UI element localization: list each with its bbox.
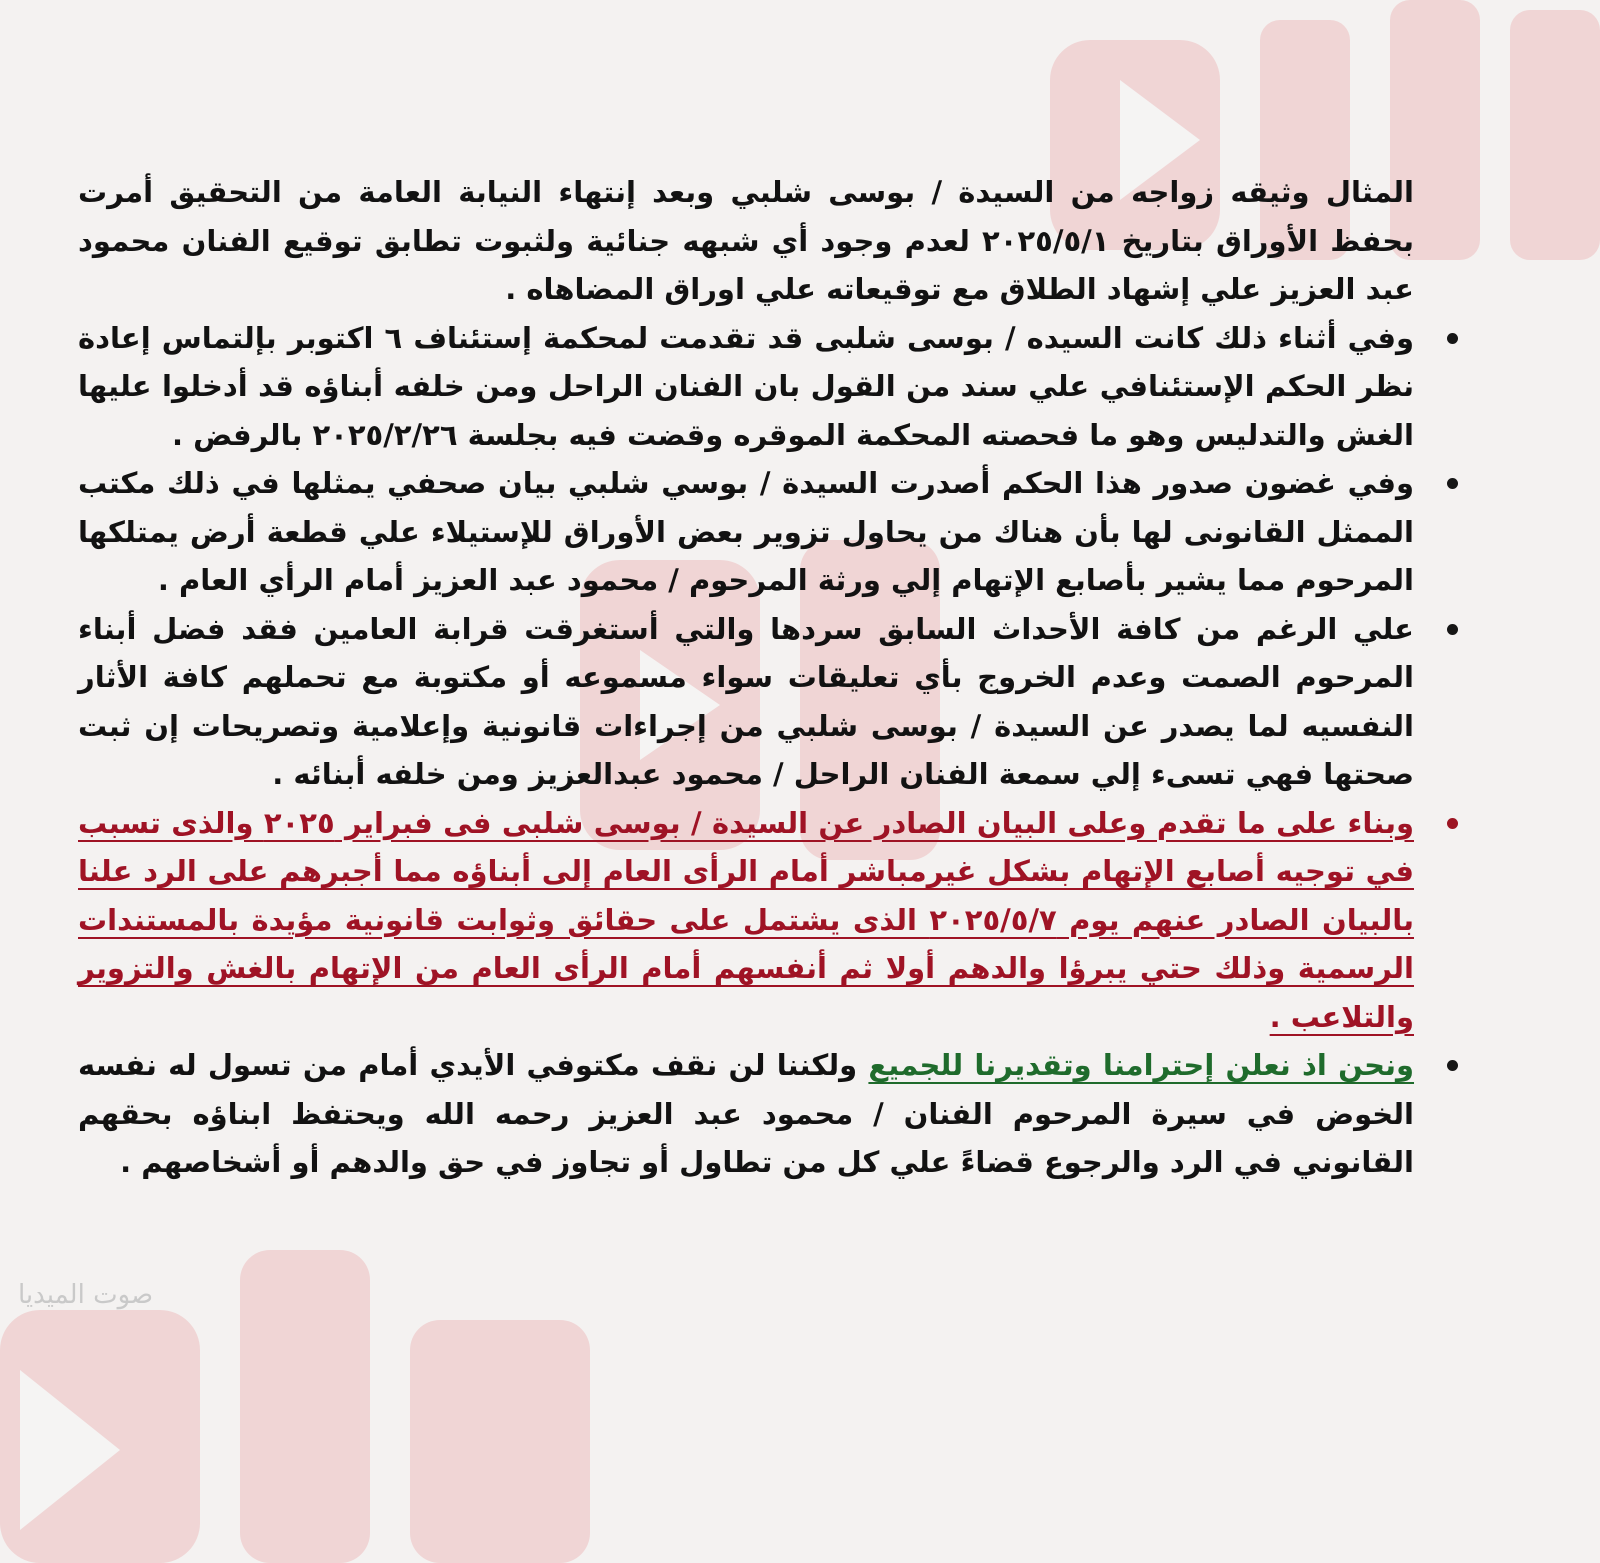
document-body <box>78 168 1414 1187</box>
bullet-icon <box>1447 333 1458 344</box>
bullet-paragraph-1 <box>78 314 1414 460</box>
respect-statement: ونحن اذ نعلن إحترامنا وتقديرنا للجميع <box>868 1048 1415 1082</box>
bullet-icon <box>1447 478 1458 489</box>
watermark-caption: صوت الميديا <box>18 1280 154 1310</box>
bullet-paragraph-5 <box>78 1041 1414 1187</box>
bullet-text: وفي أثناء ذلك كانت السيده / بوسى شلبى قد تقدمت لمحكمة إستئناف ٦ اكتوبر بإلتماس إعادة نظر الحكم الإستئنافي علي سند من القول بان الفنان الراحل ومن خلفه أبناؤه قد أدخلوا عليها الغش والتدليس وهو ما فحصته المحكمة الموقره وقضت فيه بجلسة ٢٠٢٥/٢/٢٦ بالرفض . <box>78 320 1414 452</box>
bullet-text: وفي غضون صدور هذا الحكم أصدرت السيدة / بوسي شلبي بيان صحفي يمثلها في ذلك مكتب الممثل القانونى لها بأن هناك من يحاول تزوير بعض الأوراق للإستيلاء علي قطعة أرض يمتلكها المرحوم مما يشير بأصابع الإتهام إلي ورثة المرحوم / محمود عبد العزيز أمام الرأي العام . <box>78 466 1414 597</box>
highlighted-statement: وبناء على ما تقدم وعلى البيان الصادر عن السيدة / بوسى شلبى فى فبراير ٢٠٢٥ والذى تسبب في توجيه أصابع الإتهام بشكل غيرمباشر أمام الرأى العام إلى أبناؤه مما أجبرهم على الرد علنا بالبيان الصادر عنهم يوم ٢٠٢٥/٥/٧ الذى يشتمل على حقائق وثوابت قانونية مؤيدة بالمستندات الرسمية وذلك حتي يبرؤا والدهم أولا ثم أنفسهم أمام الرأى العام من الإتهام بالغش والتزوير والتلاعب . <box>78 805 1414 1034</box>
bullet-icon <box>1447 818 1458 829</box>
bullet-icon <box>1447 624 1458 635</box>
bullet-paragraph-4 <box>78 799 1414 1042</box>
bullet-paragraph-2 <box>78 459 1414 605</box>
bullet-icon <box>1447 1060 1458 1071</box>
bullet-paragraph-3 <box>78 605 1414 799</box>
bullet-text: ولكننا لن نقف مكتوفي الأيدي أمام من تسول له نفسه الخوض في سيرة المرحوم الفنان / محمود عبد العزيز رحمه الله ويحتفظ ابناؤه بحقهم القانوني في الرد والرجوع قضاءً علي كل من تطاول أو تجاوز في حق والدهم أو أشخاصهم . <box>78 1048 1414 1179</box>
intro-paragraph: المثال وثيقه زواجه من السيدة / بوسى شلبي وبعد إنتهاء النيابة العامة من التحقيق أمرت بحفظ الأوراق بتاريخ ٢٠٢٥/٥/١ لعدم وجود أي شبهه جنائية ولثبوت تطابق توقيع الفنان محمود عبد العزيز علي إشهاد الطلاق مع توقيعاته علي اوراق المضاهاه . <box>78 175 1414 306</box>
bullet-text: علي الرغم من كافة الأحداث السابق سردها والتي أستغرقت قرابة العامين فقد فضل أبناء المرحوم الصمت وعدم الخروج بأي تعليقات سواء مسموعه أو مكتوبة مع تحملهم كافة الأثار النفسيه لما يصدر عن السيدة / بوسى شلبي من إجراءات قانونية وإعلامية وتصريحات إن ثبت صحتها فهي تسىء إلي سمعة الفنان الراحل / محمود عبدالعزيز ومن خلفه أبنائه . <box>78 611 1414 791</box>
